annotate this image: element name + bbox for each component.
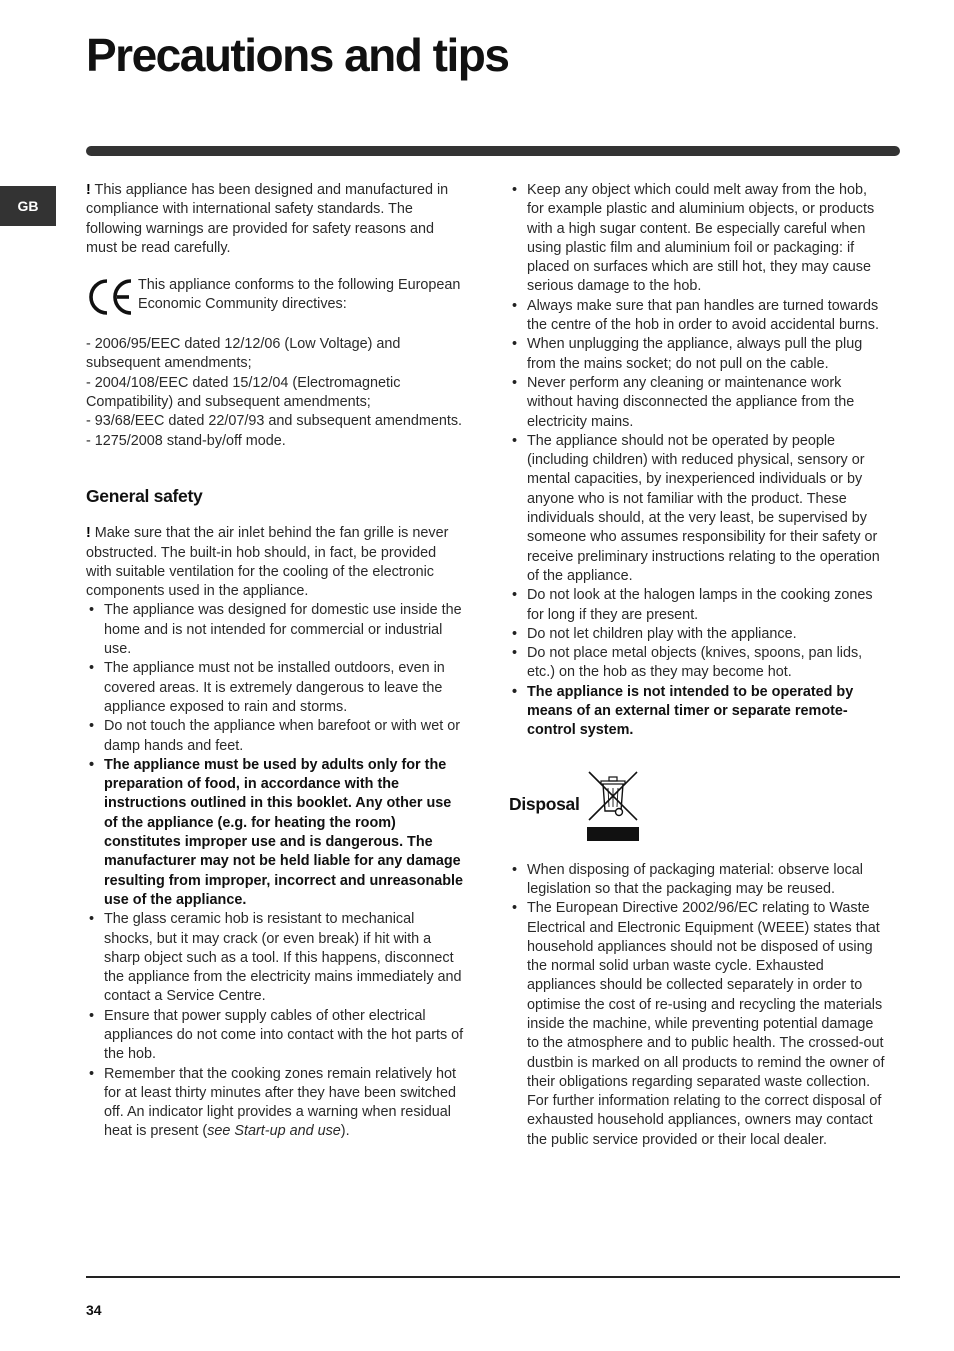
intro-text: This appliance has been designed and manufactured in compliance with international safety standards. The following warnings are provided for safety reasons and must be read carefully. xyxy=(86,182,449,256)
list-item: • Keep any object which could melt away from the hob, for example plastic and aluminium objects, or products with a high sugar content. Be especially careful when using plastic film and aluminium foil or packaging: if placed on surfaces which are still hot, they may cause serious damage to the hob. xyxy=(509,181,885,297)
list-item-important: • The appliance is not intended to be operated by means of an external timer or separate remote-control system. xyxy=(509,683,885,741)
general-safety-heading: General safety xyxy=(86,485,203,506)
ce-text: This appliance conforms to the following European Economic Community directives: xyxy=(138,277,461,313)
list-item: • Never perform any cleaning or maintenance work without having disconnected the appliance from the electricity mains. xyxy=(509,374,885,432)
safety-list-continued xyxy=(509,181,885,741)
directives-list xyxy=(86,335,464,451)
disposal-list xyxy=(509,861,885,1093)
bin-bar xyxy=(587,827,639,841)
general-safety-intro xyxy=(86,524,464,601)
list-item: • Remember that the cooking zones remain relatively hot for at least thirty minutes after they have been switched off. An indicator light provides a warning when residual heat is present (see Start-up and use). xyxy=(86,1065,464,1142)
crossed-out-bin-icon xyxy=(586,769,640,823)
disposal-heading: Disposal xyxy=(509,794,580,815)
list-item: • Do not place metal objects (knives, spoons, pan lids, etc.) on the hob as they may become hot. xyxy=(509,644,885,683)
left-column xyxy=(86,181,464,1142)
directive-item: - 1275/2008 stand-by/off mode. xyxy=(86,432,286,449)
list-item: • The appliance was designed for domestic use inside the home and is not intended for commercial or industrial use. xyxy=(86,601,464,659)
right-column xyxy=(509,181,885,1150)
general-safety-intro-text: Make sure that the air inlet behind the fan grille is never obstructed. The built-in hob should, in fact, be provided with suitable ventilation for the cooling of the electronic components used in the appliance. xyxy=(86,525,449,600)
list-item: • Ensure that power supply cables of other electrical appliances do not come into contact with the hot parts of the hob. xyxy=(86,1007,464,1065)
list-item: • The glass ceramic hob is resistant to mechanical shocks, but it may crack (or even break) if hit with a sharp object such as a tool. If this happens, disconnect the appliance from the electricity mains immediately and contact a Service Centre. xyxy=(86,910,464,1006)
list-item-important: • The appliance must be used by adults only for the preparation of food, in accordance with the instructions outlined in this booklet. Any other use of the appliance (e.g. for heating the room) constitutes improper use and is dangerous. The manufacturer may not be held liable for any damage resulting from improper, incorrect and unreasonable use of the appliance. xyxy=(86,756,464,910)
general-safety-list xyxy=(86,601,464,1141)
list-item: • Do not look at the halogen lamps in the cooking zones for long if they are present. xyxy=(509,586,885,625)
ce-mark-icon xyxy=(86,277,134,317)
list-item: • The appliance should not be operated by people (including children) with reduced physical, sensory or mental capacities, by inexperienced individuals or by anyone who is not familiar with the product. These individuals should, at the very least, be supervised by someone who assumes responsibility for their safety or receive preliminary instructions relating to the operation of the appliance. xyxy=(509,432,885,586)
warning-mark: ! xyxy=(86,525,91,542)
language-tab: GB xyxy=(0,186,56,226)
directive-item: - 2006/95/EEC dated 12/12/06 (Low Voltage) and subsequent amendments; xyxy=(86,336,401,372)
list-item: • Do not touch the appliance when barefoot or with wet or damp hands and feet. xyxy=(86,717,464,756)
directive-item: - 2004/108/EEC dated 15/12/04 (Electromagnetic Compatibility) and subsequent amendments; xyxy=(86,374,401,411)
list-item: • The appliance must not be installed outdoors, even in covered areas. It is extremely dangerous to leave the appliance exposed to rain and storms. xyxy=(86,659,464,717)
list-item: • Always make sure that pan handles are turned towards the centre of the hob in order to avoid accidental burns. xyxy=(509,297,885,336)
warning-mark: ! xyxy=(86,182,91,198)
weee-symbol xyxy=(586,769,640,841)
disposal-further-info: For further information relating to the correct disposal of exhausted household appliances, owners may contact the public service provided or their local dealer. xyxy=(527,1093,882,1148)
page-number: 34 xyxy=(86,1302,102,1318)
cross-reference: see Start-up and use xyxy=(207,1123,341,1140)
list-item: • The European Directive 2002/96/EC relating to Waste Electrical and Electronic Equipment (WEEE) states that household appliances should not be disposed of using the normal solid urban waste cycle. Exhausted appliances should be collected separately in order to optimise the cost of re-using and recycling the materials inside the machine, while preventing potential damage to the atmosphere and to public health. The crossed-out dustbin is marked on all products to remind the owner of their obligations regarding separated waste collection. xyxy=(509,899,885,1092)
footer-divider xyxy=(86,1276,900,1278)
ce-conformity xyxy=(86,276,464,317)
list-item: • When unplugging the appliance, always pull the plug from the mains socket; do not pull on the cable. xyxy=(509,335,885,374)
intro-paragraph xyxy=(86,181,464,258)
list-item: • Do not let children play with the appliance. xyxy=(509,625,885,644)
directive-item: - 93/68/EEC dated 22/07/93 and subsequent amendments. xyxy=(86,413,463,430)
list-item: • When disposing of packaging material: observe local legislation so that the packaging may be reused. xyxy=(509,861,885,900)
disposal-header xyxy=(509,769,885,841)
page-title: Precautions and tips xyxy=(86,29,509,81)
title-divider xyxy=(86,146,900,156)
